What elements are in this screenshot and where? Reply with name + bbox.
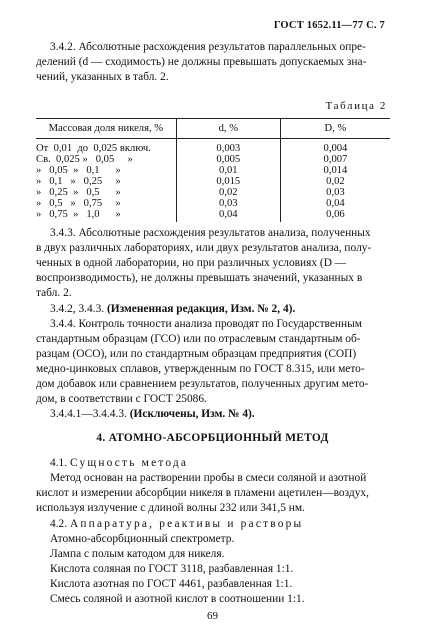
list-item: Кислота азотная по ГОСТ 4461, разбавленная 1:1.: [50, 578, 293, 590]
subsection-number: 4.2.: [50, 518, 70, 530]
text-line: дом, в соответствии с ГОСТ 25086.: [36, 393, 207, 405]
cell-d: 0,01: [176, 165, 280, 176]
table-caption: Таблица 2: [325, 100, 387, 112]
cell-D: 0,06: [280, 209, 390, 222]
amendment-ref: 3.4.4.1—3.4.4.3.: [50, 408, 130, 420]
text-line: кислот и измерении абсорбции никеля в пламени ацетилен—воздух,: [36, 487, 369, 499]
cell-d: 0,03: [176, 198, 280, 209]
cell-D: 0,03: [280, 187, 390, 198]
table-header-row: [36, 119, 390, 139]
text-line: используя излучение с длиной волны 232 или 341,5 нм.: [36, 502, 305, 514]
list-item: Атомно-абсорбционный спектрометр.: [50, 533, 235, 545]
table-row: [36, 187, 390, 198]
paragraph-3-4-2: [36, 40, 390, 85]
subsection-4-2: [36, 517, 390, 607]
cell-D: 0,007: [280, 154, 390, 165]
cell-d: 0,003: [176, 139, 280, 155]
list-item: Смесь соляной и азотной кислот в соотношении 1:1.: [50, 593, 305, 605]
page-number: 69: [207, 610, 218, 622]
text-line: воспроизводимость), не должны превышать значений, указанных в: [36, 272, 363, 284]
subsection-number: 4.1.: [50, 457, 70, 469]
text-line: медно-цинковых сплавов, утвержденным по ГОСТ 8.315, или мето-: [36, 363, 365, 375]
column-header-D: D, %: [280, 119, 390, 139]
table-row: [36, 165, 390, 176]
text-line: 3.4.4. Контроль точности анализа проводят по Государственным: [50, 318, 362, 330]
cell-D: 0,02: [280, 176, 390, 187]
amendment-ref: 3.4.2, 3.4.3.: [50, 303, 107, 315]
text-line: стандартным образцам (ГСО) или по отраслевым стандартным об-: [36, 333, 361, 345]
cell-d: 0,02: [176, 187, 280, 198]
amendment-note-2: [36, 407, 390, 422]
cell-d: 0,005: [176, 154, 280, 165]
subsection-4-1: [36, 456, 390, 516]
table-2: [36, 118, 390, 222]
text-line: чений, указанных в табл. 2.: [36, 71, 169, 83]
page-header: ГОСТ 1652.11—77 С. 7: [273, 20, 385, 31]
subsection-title: Аппаратура, реактивы и растворы: [69, 518, 304, 530]
text-line: в двух различных лабораториях, или двух результатов анализа, полу-: [36, 242, 372, 254]
table-row: [36, 139, 390, 155]
amendment-text: (Измененная редакция, Изм. № 2, 4).: [106, 303, 296, 315]
cell-range: » 0,5 » 0,75 »: [36, 198, 121, 209]
cell-range: » 0,75 » 1,0 »: [36, 209, 121, 220]
cell-d: 0,04: [176, 209, 280, 222]
cell-range: От 0,01 до 0,025 включ.: [36, 143, 151, 154]
text-line: Метод основан на растворении пробы в смеси соляной и азотной: [50, 472, 367, 484]
text-line: дом добавок или сравнением результатов, полученных другим мето-: [36, 378, 369, 390]
amendment-note-1: [36, 302, 390, 317]
table-row: [36, 176, 390, 187]
list-item: Кислота соляная по ГОСТ 3118, разбавленная 1:1.: [50, 563, 294, 575]
table-row: [36, 198, 390, 209]
section-title: 4. АТОМНО-АБСОРБЦИОННЫЙ МЕТОД: [96, 432, 329, 444]
text-line: 3.4.3. Абсолютные расхождения результатов анализа, полученных: [50, 227, 371, 239]
text-line: 3.4.2. Абсолютные расхождения результатов параллельных опре-: [50, 41, 366, 53]
cell-range: » 0,05 » 0,1 »: [36, 165, 121, 176]
text-line: табл. 2.: [36, 287, 72, 299]
table-row: [36, 154, 390, 165]
paragraph-3-4-3: [36, 226, 390, 301]
cell-range: Св. 0,025 » 0,05 »: [36, 154, 133, 165]
subsection-title: Сущность метода: [69, 457, 189, 469]
text-line: делений (d — сходимость) не должны превышать допускаемых зна-: [36, 56, 367, 68]
cell-D: 0,04: [280, 198, 390, 209]
column-header-d: d, %: [176, 119, 280, 139]
amendment-text: (Исключены, Изм. № 4).: [129, 408, 255, 420]
paragraph-3-4-4: [36, 317, 390, 407]
cell-D: 0,004: [280, 139, 390, 155]
cell-D: 0,014: [280, 165, 390, 176]
column-header-nickel-fraction: Массовая доля никеля, %: [36, 119, 176, 139]
cell-range: » 0,25 » 0,5 »: [36, 187, 121, 198]
list-item: Лампа с полым катодом для никеля.: [50, 548, 225, 560]
table-row: [36, 209, 390, 222]
text-line: разцам (ОСО), или по стандартным образцам предприятия (СОП): [36, 348, 357, 360]
text-line: ченных в одной лаборатории, но при различных условиях (D —: [36, 257, 347, 269]
cell-range: » 0,1 » 0,25 »: [36, 176, 121, 187]
cell-d: 0,015: [176, 176, 280, 187]
